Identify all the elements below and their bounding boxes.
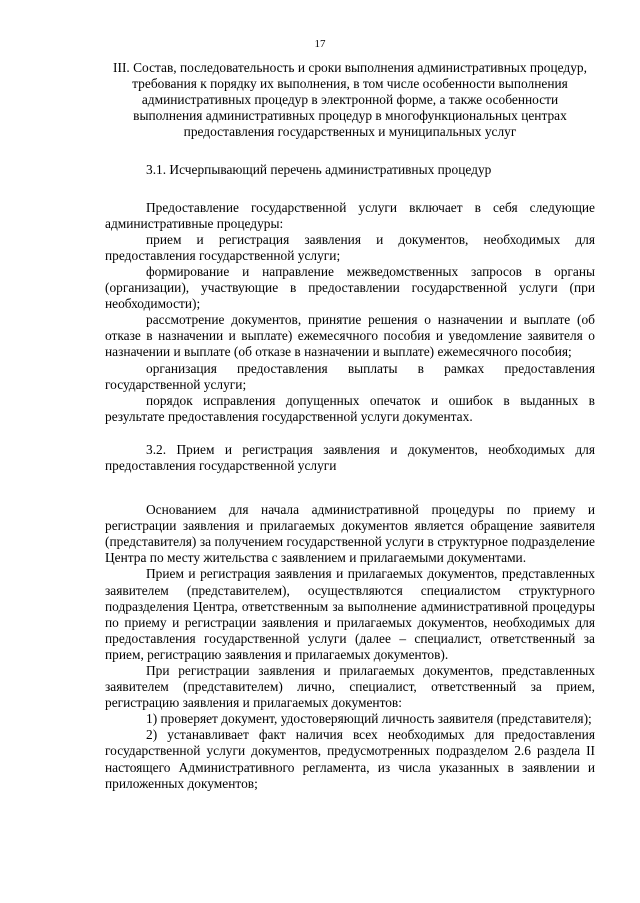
paragraph: Основанием для начала административной процедуры по приему и регистрации заявления и прилагаемых документов является обращение заявителя (представителя) за получением государственной услуги в структурное подразделение Центра по месту жительства с заявлением и прилагаемыми документами.: [105, 502, 595, 566]
list-item: 1) проверяет документ, удостоверяющий личность заявителя (представителя);: [146, 711, 592, 727]
subsection-body: [105, 502, 595, 792]
list-item: формирование и направление межведомственных запросов в органы (организации), участвующие в предоставлении государственной услуги (при необходимости);: [105, 263, 595, 312]
spacer: [105, 140, 595, 162]
spacer: [105, 425, 595, 442]
list-item: организация предоставления выплаты в рамках предоставления государственной услуги;: [105, 360, 595, 392]
list-item: рассмотрение документов, принятие решения о назначении и выплате (об отказе в назначении и выплате) ежемесячного пособия и уведомление заявителя о назначении и выплате (об отказе в назначении и выплате) ежемесячного пособия;: [105, 312, 595, 360]
spacer: [105, 474, 595, 502]
subsection-heading: 3.1. Исчерпывающий перечень административных процедур: [146, 162, 492, 178]
paragraph: Прием и регистрация заявления и прилагаемых документов, представленных заявителем (представителем), осуществляются специалистом структурного подразделения Центра, ответственным за выполнение административной процедуры по приему и регистрации заявления и прилагаемых документов, необходимых для предоставления государственной услуги (далее – специалист, ответственный за прием, регистрацию заявления и прилагаемых документов).: [105, 566, 595, 662]
list-item: прием и регистрация заявления и документов, необходимых для предоставления государственной услуги;: [105, 231, 595, 263]
spacer: [105, 179, 595, 200]
list-item: 2) устанавливает факт наличия всех необходимых для предоставления государственной услуги документов, предусмотренных подразделом 2.6 раздела II настоящего Административного регламента, из числа указанных в заявлении и приложенных документов;: [105, 727, 595, 791]
paragraph: Предоставление государственной услуги включает в себя следующие административные процедуры:: [105, 199, 595, 231]
list-item: порядок исправления допущенных опечаток и ошибок в выданных в результате предоставления государственной услуги документах.: [105, 392, 595, 424]
section-heading: III. Состав, последовательность и сроки выполнения административных процедур, требования к порядку их выполнения, в том числе особенности выполнения административных процедур в электронной форме, а также особенности выполнения административных процедур в многофункциональных центрах предоставления государственных и муниципальных услуг: [113, 60, 587, 140]
subsection-heading: 3.2. Прием и регистрация заявления и документов, необходимых для предоставления государственной услуги: [105, 441, 595, 473]
paragraph: При регистрации заявления и прилагаемых документов, представленных заявителем (представителем) лично, специалист, ответственный за прием, регистрацию заявления и прилагаемых документов:: [105, 663, 595, 711]
page-number: 17: [314, 38, 326, 50]
subsection-body: [105, 200, 595, 425]
document-body: [105, 60, 595, 792]
